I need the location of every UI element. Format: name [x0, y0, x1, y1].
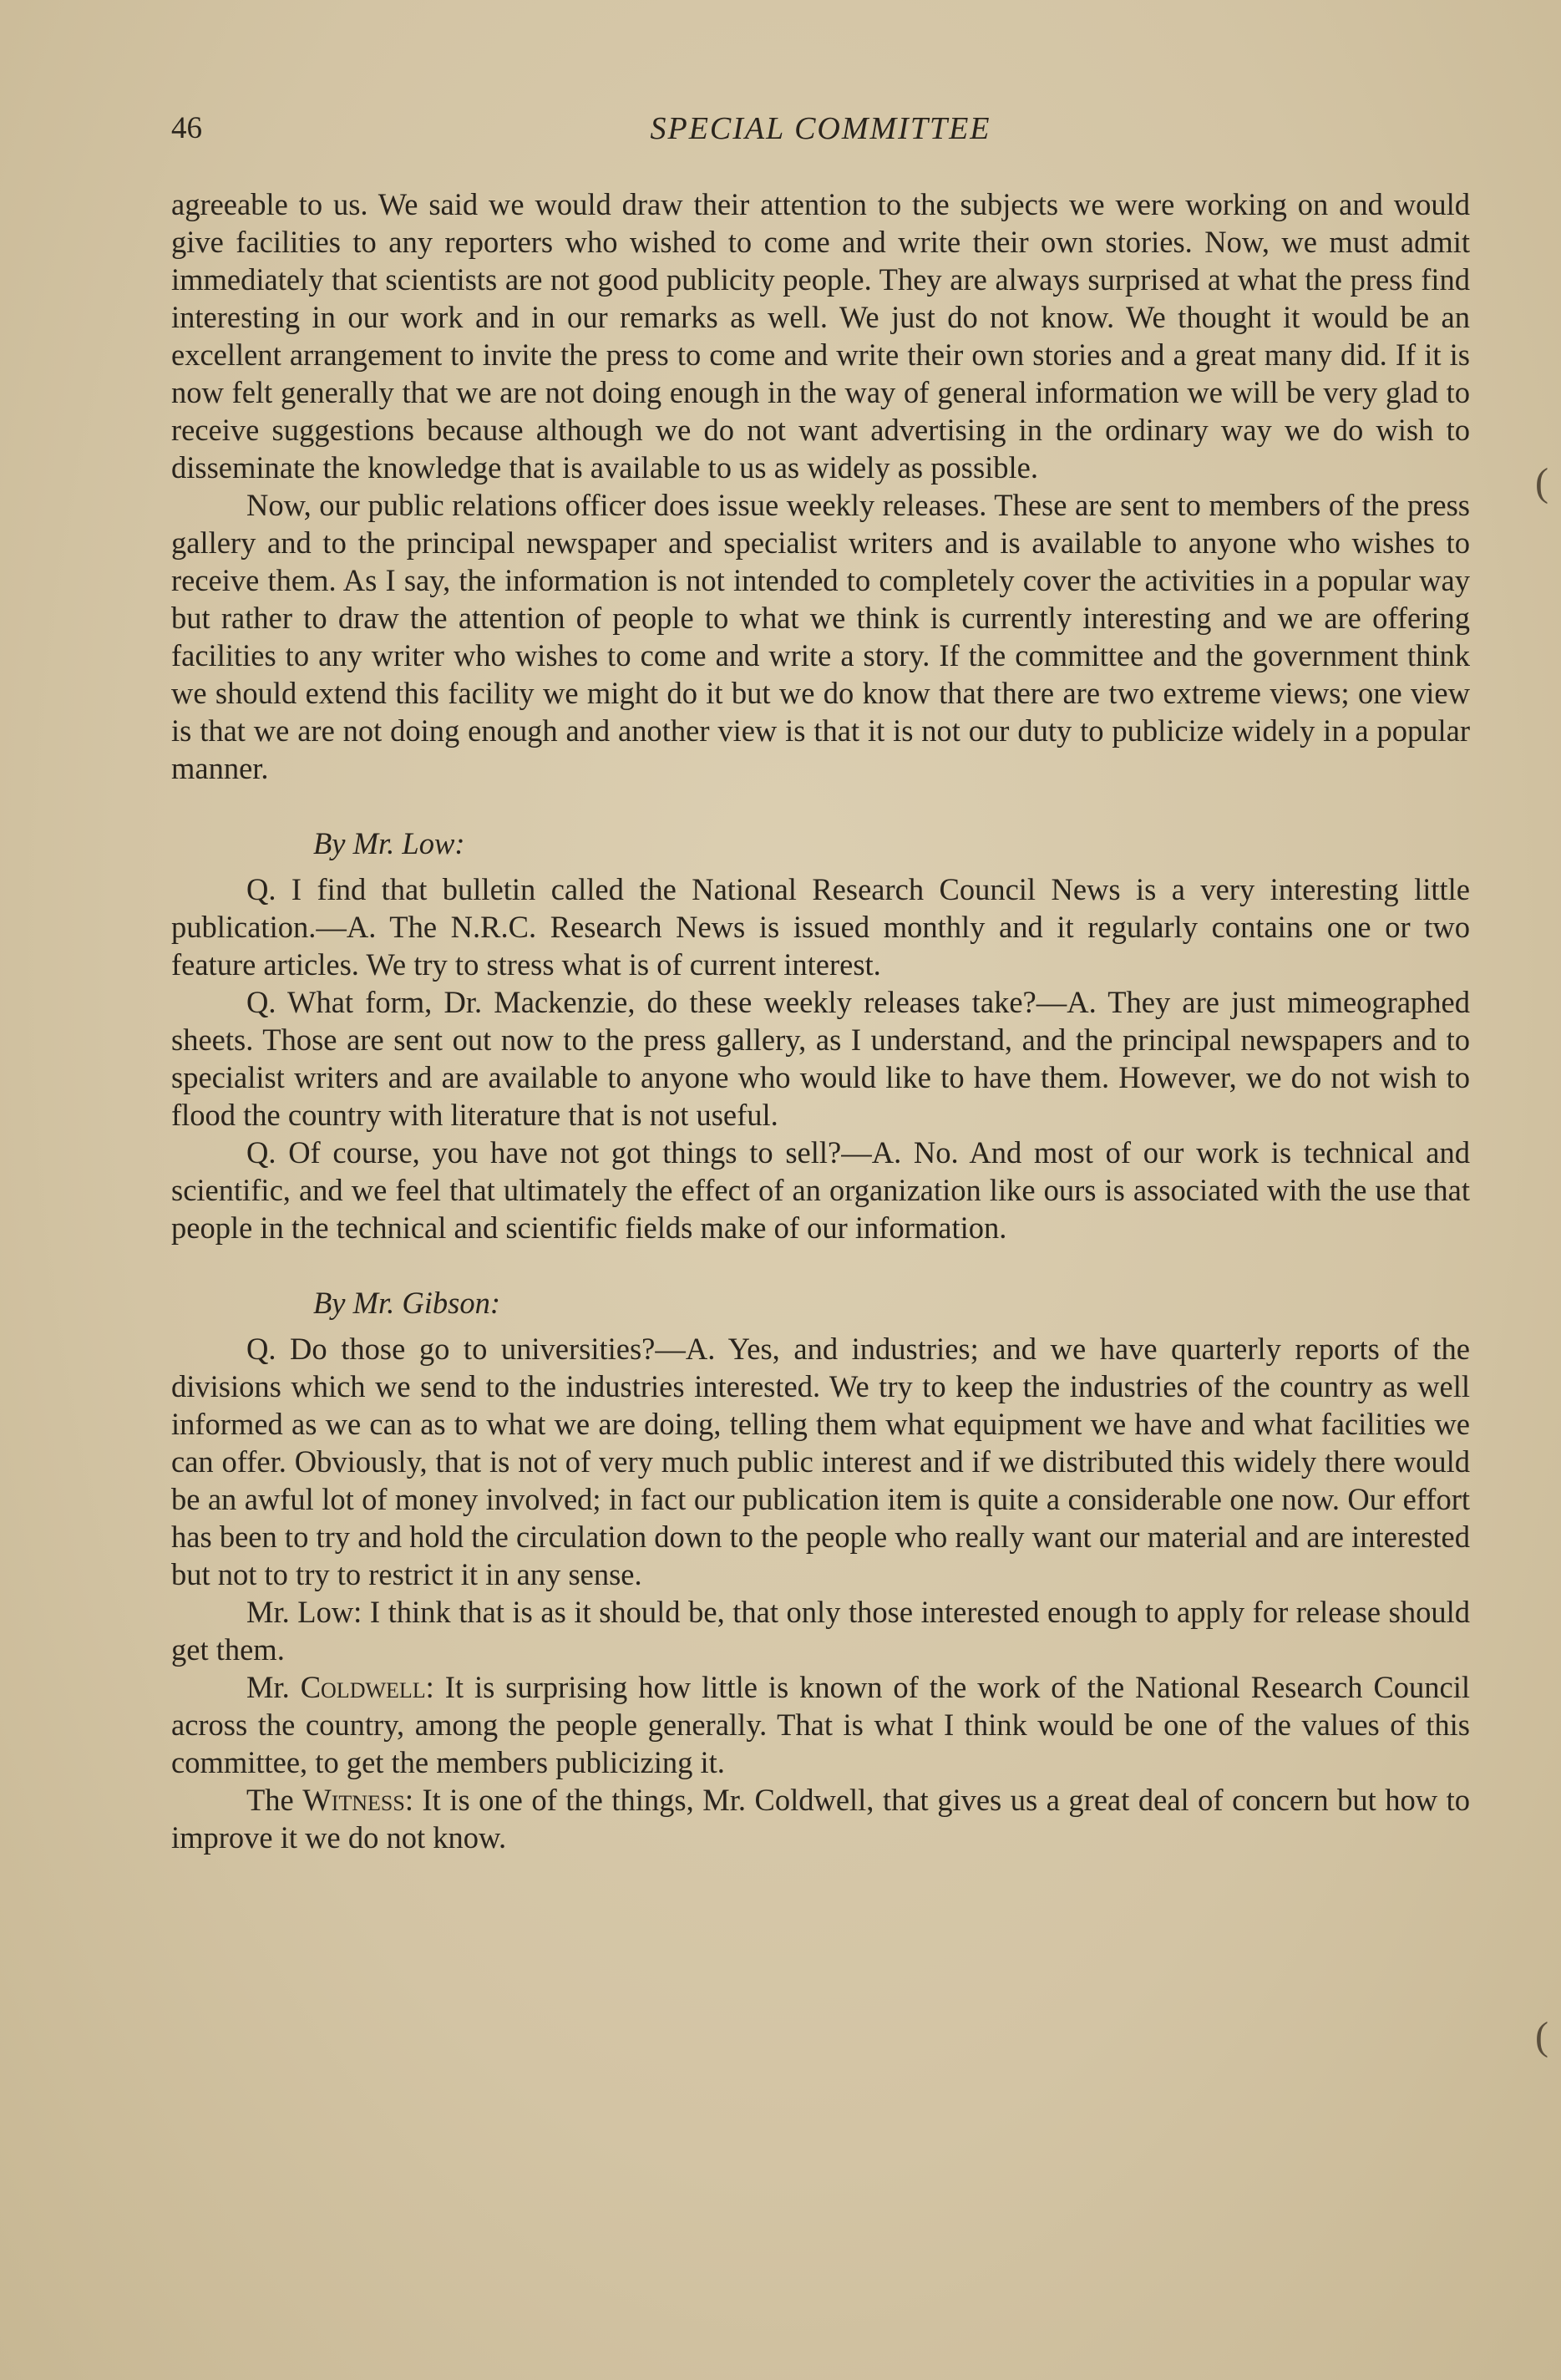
- paragraph: [171, 1781, 1470, 1856]
- page-body: [171, 185, 1470, 1856]
- speaker-label: Mr. Low:: [246, 1595, 362, 1629]
- paragraph: agreeable to us. We said we would draw their attention to the subjects we were working on and would give facilities to any reporters who wished to come and write their own stories. Now, we must admit immediately that scientists are not good publicity people. They are always surprised at what the press find interesting in our work and in our remarks as well. We just do not know. We thought it would be an excellent arrangement to invite the press to come and write their own stories and a great many did. If it is now felt generally that we are not doing enough in the way of general information we will be very glad to receive suggestions because although we do not want advertising in the ordinary way we do wish to disseminate the knowledge that is available to us as widely as possible.: [171, 187, 1470, 485]
- speaker-name: Witness:: [302, 1783, 413, 1817]
- binding-hole-mark: (: [1535, 2014, 1548, 2058]
- speaker-prefix: Mr.: [246, 1670, 290, 1704]
- running-head: SPECIAL COMMITTEE: [650, 111, 991, 146]
- binding-hole-mark: (: [1535, 460, 1548, 505]
- page-number: 46: [171, 111, 202, 145]
- section-heading: By Mr. Low:: [313, 826, 465, 860]
- paragraph-text: I think that is as it should be, that only those interested enough to apply for release should get them.: [171, 1595, 1470, 1667]
- section-heading: By Mr. Gibson:: [313, 1286, 501, 1320]
- paragraph: Q. Do those go to universities?—A. Yes, and industries; and we have quarterly reports of the divisions which we send to the industries interested. We try to keep the industries of the country as well informed as we can as to what we are doing, telling them what equipment we have and what facilities we can offer. Obviously, that is not of very much public interest and if we distributed this widely there would be an awful lot of money involved; in fact our publication item is quite a considerable one now. Our effort has been to try and hold the circulation down to the people who really want our material and are interested but not to try to restrict it in any sense.: [171, 1332, 1470, 1591]
- page-header: [171, 110, 1470, 152]
- speaker-name: Coldwell:: [300, 1670, 434, 1704]
- paragraph-text: It is surprising how little is known of the work of the National Research Council across the country, among the people generally. That is what I think would be one of the values of this committee, to get the members publicizing it.: [171, 1670, 1471, 1779]
- paragraph: Q. What form, Dr. Mackenzie, do these weekly releases take?—A. They are just mimeographed sheets. Those are sent out now to the press gallery, as I understand, and the principal newspapers and to specialist writers and are available to anyone who would like to have them. However, we do not wish to flood the country with literature that is not useful.: [171, 985, 1470, 1132]
- paragraph: Q. Of course, you have not got things to sell?—A. No. And most of our work is technical and scientific, and we feel that ultimately the effect of an organization like ours is associated with the use that people in the technical and scientific fields make of our information.: [171, 1135, 1470, 1245]
- paragraph: Now, our public relations officer does issue weekly releases. These are sent to members of the press gallery and to the principal newspaper and specialist writers and is available to anyone who wishes to receive them. As I say, the information is not intended to completely cover the activities in a popular way but rather to draw the attention of people to what we think is currently interesting and we are offering facilities to any writer who wishes to come and write a story. If the committee and the government think we should extend this facility we might do it but we do know that there are two extreme views; one view is that we are not doing enough and another view is that it is not our duty to publicize widely in a popular manner.: [171, 488, 1470, 785]
- paragraph: [171, 1668, 1470, 1781]
- paragraph: Q. I find that bulletin called the National Research Council News is a very interesting little publication.—A. The N.R.C. Research News is issued monthly and it regularly contains one or two feature articles. We try to stress what is of current interest.: [171, 872, 1470, 982]
- paragraph-text: It is one of the things, Mr. Coldwell, that gives us a great deal of concern but how to improve it we do not know.: [171, 1783, 1471, 1855]
- speaker-prefix: The: [246, 1783, 294, 1817]
- paragraph: [171, 1593, 1470, 1668]
